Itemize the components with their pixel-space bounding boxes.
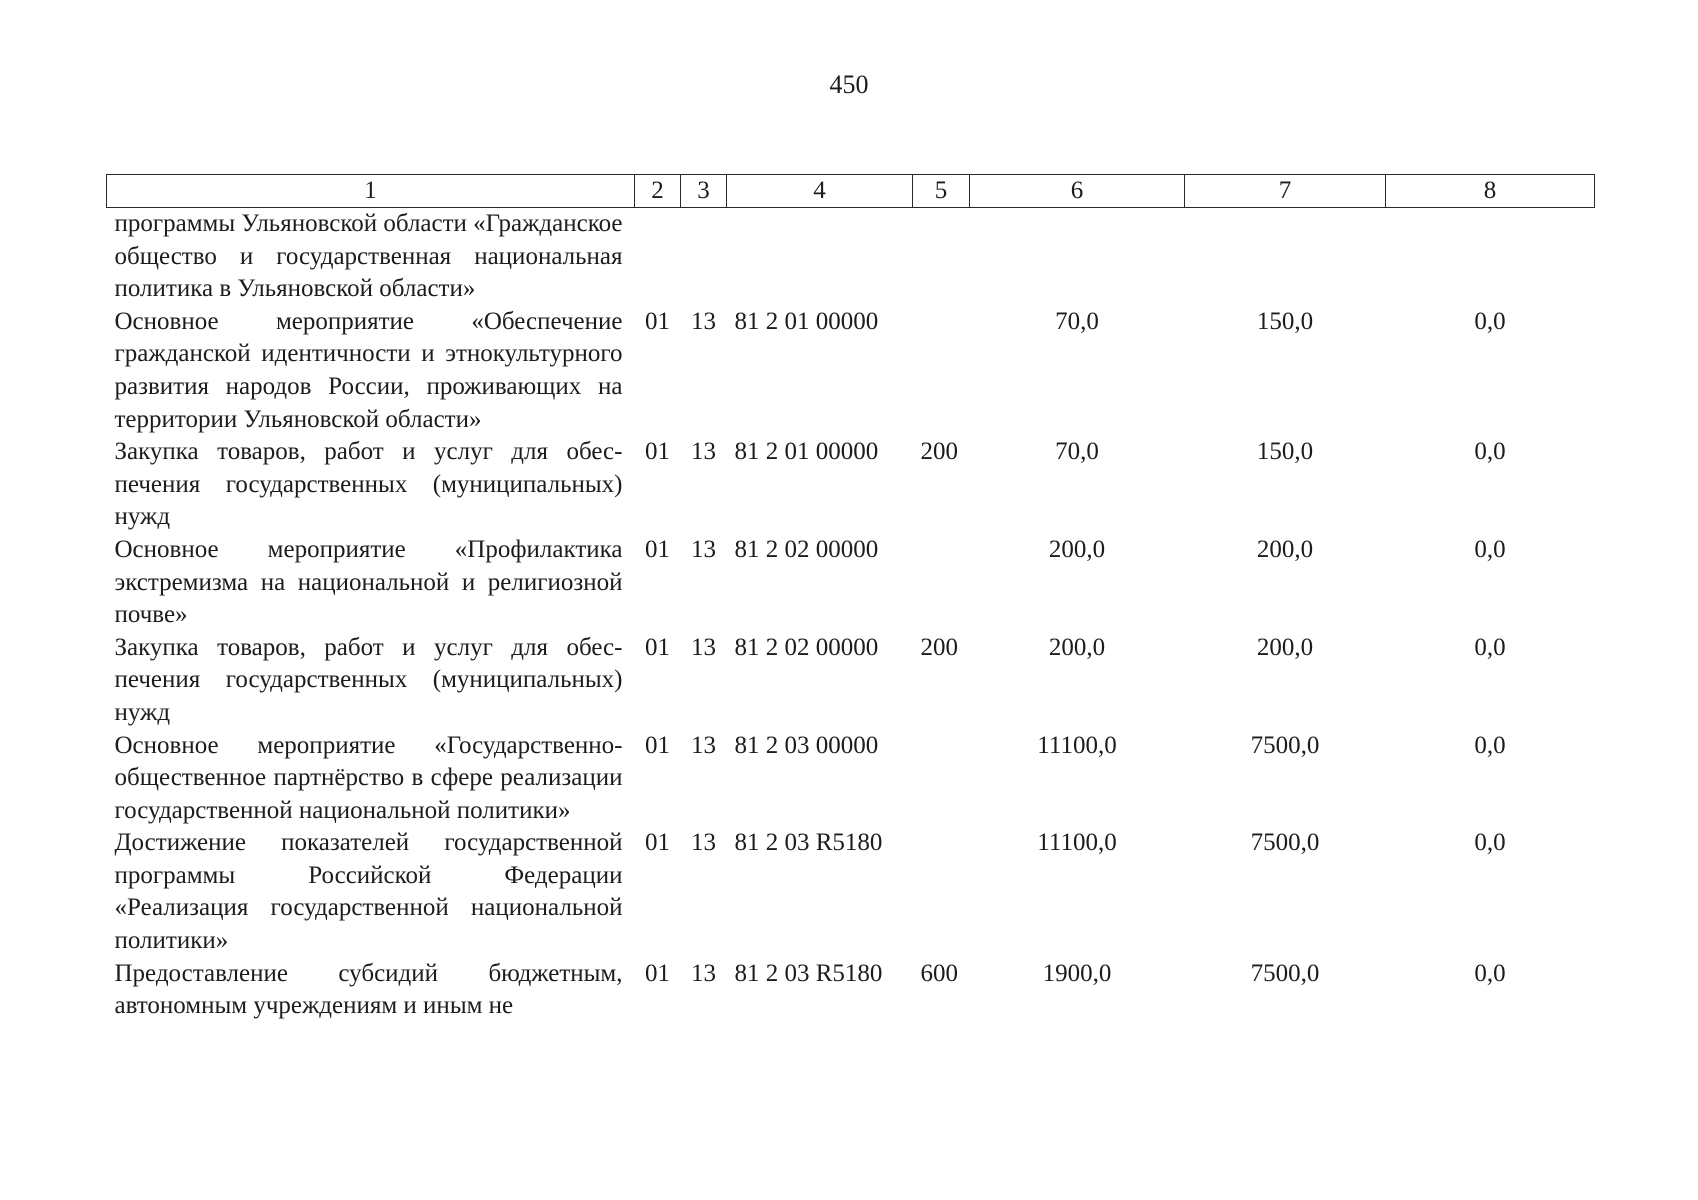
subsection-code-cell: 13 <box>691 731 716 759</box>
table-row <box>107 730 1595 828</box>
subsection-code-cell: 13 <box>691 959 716 987</box>
section-code-cell: 01 <box>645 731 670 759</box>
amount-col7-cell: 7500,0 <box>1250 731 1320 759</box>
amount-col7-cell: 200,0 <box>1256 633 1314 661</box>
column-header: 4 <box>727 175 913 208</box>
target-article-cell: 81 2 01 00000 <box>734 307 879 335</box>
amount-col8-cell: 0,0 <box>1474 959 1506 987</box>
section-code-cell <box>635 208 681 306</box>
amount-col8-cell: 0,0 <box>1474 438 1506 466</box>
column-header: 8 <box>1386 175 1595 208</box>
target-article-cell: 81 2 03 00000 <box>734 731 879 759</box>
amount-col6-cell <box>970 208 1185 306</box>
row-name-cell: программы Ульяновской области «Гражданское общество и государственная национальная политика в Ульяновской области» <box>114 210 623 303</box>
amount-col6-cell: 70,0 <box>1055 307 1099 335</box>
section-code-cell: 01 <box>645 829 670 857</box>
amount-col8-cell: 0,0 <box>1474 829 1506 857</box>
table-row <box>107 958 1595 1023</box>
section-code-cell: 01 <box>645 959 670 987</box>
amount-col8-cell: 0,0 <box>1474 307 1506 335</box>
target-article-cell: 81 2 03 R5180 <box>734 829 883 857</box>
target-article-cell <box>727 208 913 306</box>
amount-col7-cell: 7500,0 <box>1250 829 1320 857</box>
page-number: 450 <box>829 70 869 99</box>
column-header: 1 <box>107 175 635 208</box>
amount-col6-cell: 200,0 <box>1048 535 1106 563</box>
target-article-cell: 81 2 01 00000 <box>734 438 879 466</box>
subsection-code-cell: 13 <box>691 829 716 857</box>
expense-type-cell <box>913 827 970 957</box>
column-header: 6 <box>970 175 1185 208</box>
row-name-cell: Основное мероприятие «Профилактика экстремизма на национальной и религиозной почве» <box>114 535 623 629</box>
subsection-code-cell: 13 <box>691 633 716 661</box>
header-row <box>107 175 1595 208</box>
subsection-code-cell: 13 <box>691 307 716 335</box>
section-code-cell: 01 <box>645 535 670 563</box>
amount-col6-cell: 70,0 <box>1055 438 1099 466</box>
subsection-code-cell <box>681 208 727 306</box>
table-row <box>107 827 1595 957</box>
amount-col8-cell: 0,0 <box>1474 731 1506 759</box>
row-name-cell: Основное мероприятие «Государственно-общественное партнёрство в сфере реализации государственной национальной политики» <box>114 731 623 824</box>
row-name-cell: Достижение показателей государственной программы Российской Федерации «Реализация государственной национальной политики» <box>114 829 623 955</box>
section-code-cell: 01 <box>645 633 670 661</box>
expense-type-cell: 600 <box>920 959 958 987</box>
expense-type-cell <box>913 730 970 828</box>
amount-col8-cell: 0,0 <box>1474 633 1506 661</box>
amount-col7-cell: 200,0 <box>1256 535 1314 563</box>
amount-col6-cell: 1900,0 <box>1042 959 1112 987</box>
amount-col8-cell: 0,0 <box>1474 535 1506 563</box>
row-name-cell: Основное мероприятие «Обеспечение гражданской идентичности и этнокультурного развития народов России, проживающих на территории Ульяновской области» <box>114 307 623 433</box>
amount-col6-cell: 11100,0 <box>1037 731 1117 759</box>
target-article-cell: 81 2 02 00000 <box>734 633 879 661</box>
amount-col7-cell <box>1185 208 1386 306</box>
amount-col6-cell: 11100,0 <box>1037 829 1117 857</box>
budget-table <box>106 174 1595 1023</box>
column-header: 3 <box>681 175 727 208</box>
table-body <box>107 208 1595 1023</box>
expense-type-cell <box>913 208 970 306</box>
amount-col7-cell: 150,0 <box>1256 438 1314 466</box>
amount-col7-cell: 150,0 <box>1256 307 1314 335</box>
row-name-cell: Предоставление субсидий бюджетным, автономным учреждениям и иным не <box>114 959 623 1020</box>
row-name-cell: Закупка товаров, работ и услуг для обеспечения государственных (муниципальных) нужд <box>114 438 623 531</box>
row-name-cell: Закупка товаров, работ и услуг для обеспечения государственных (муниципальных) нужд <box>114 633 623 726</box>
column-header: 7 <box>1185 175 1386 208</box>
table-row <box>107 306 1595 436</box>
section-code-cell: 01 <box>645 307 670 335</box>
subsection-code-cell: 13 <box>691 438 716 466</box>
subsection-code-cell: 13 <box>691 535 716 563</box>
expense-type-cell <box>913 534 970 632</box>
amount-col6-cell: 200,0 <box>1048 633 1106 661</box>
target-article-cell: 81 2 02 00000 <box>734 535 879 563</box>
amount-col8-cell <box>1386 208 1595 306</box>
table-row <box>107 208 1595 306</box>
column-header: 2 <box>635 175 681 208</box>
expense-type-cell <box>913 306 970 436</box>
amount-col7-cell: 7500,0 <box>1250 959 1320 987</box>
target-article-cell: 81 2 03 R5180 <box>734 959 883 987</box>
expense-type-cell: 200 <box>920 438 958 466</box>
table-row <box>107 632 1595 730</box>
expense-type-cell: 200 <box>920 633 958 661</box>
section-code-cell: 01 <box>645 438 670 466</box>
table-row <box>107 534 1595 632</box>
table-row <box>107 436 1595 534</box>
column-header: 5 <box>913 175 970 208</box>
